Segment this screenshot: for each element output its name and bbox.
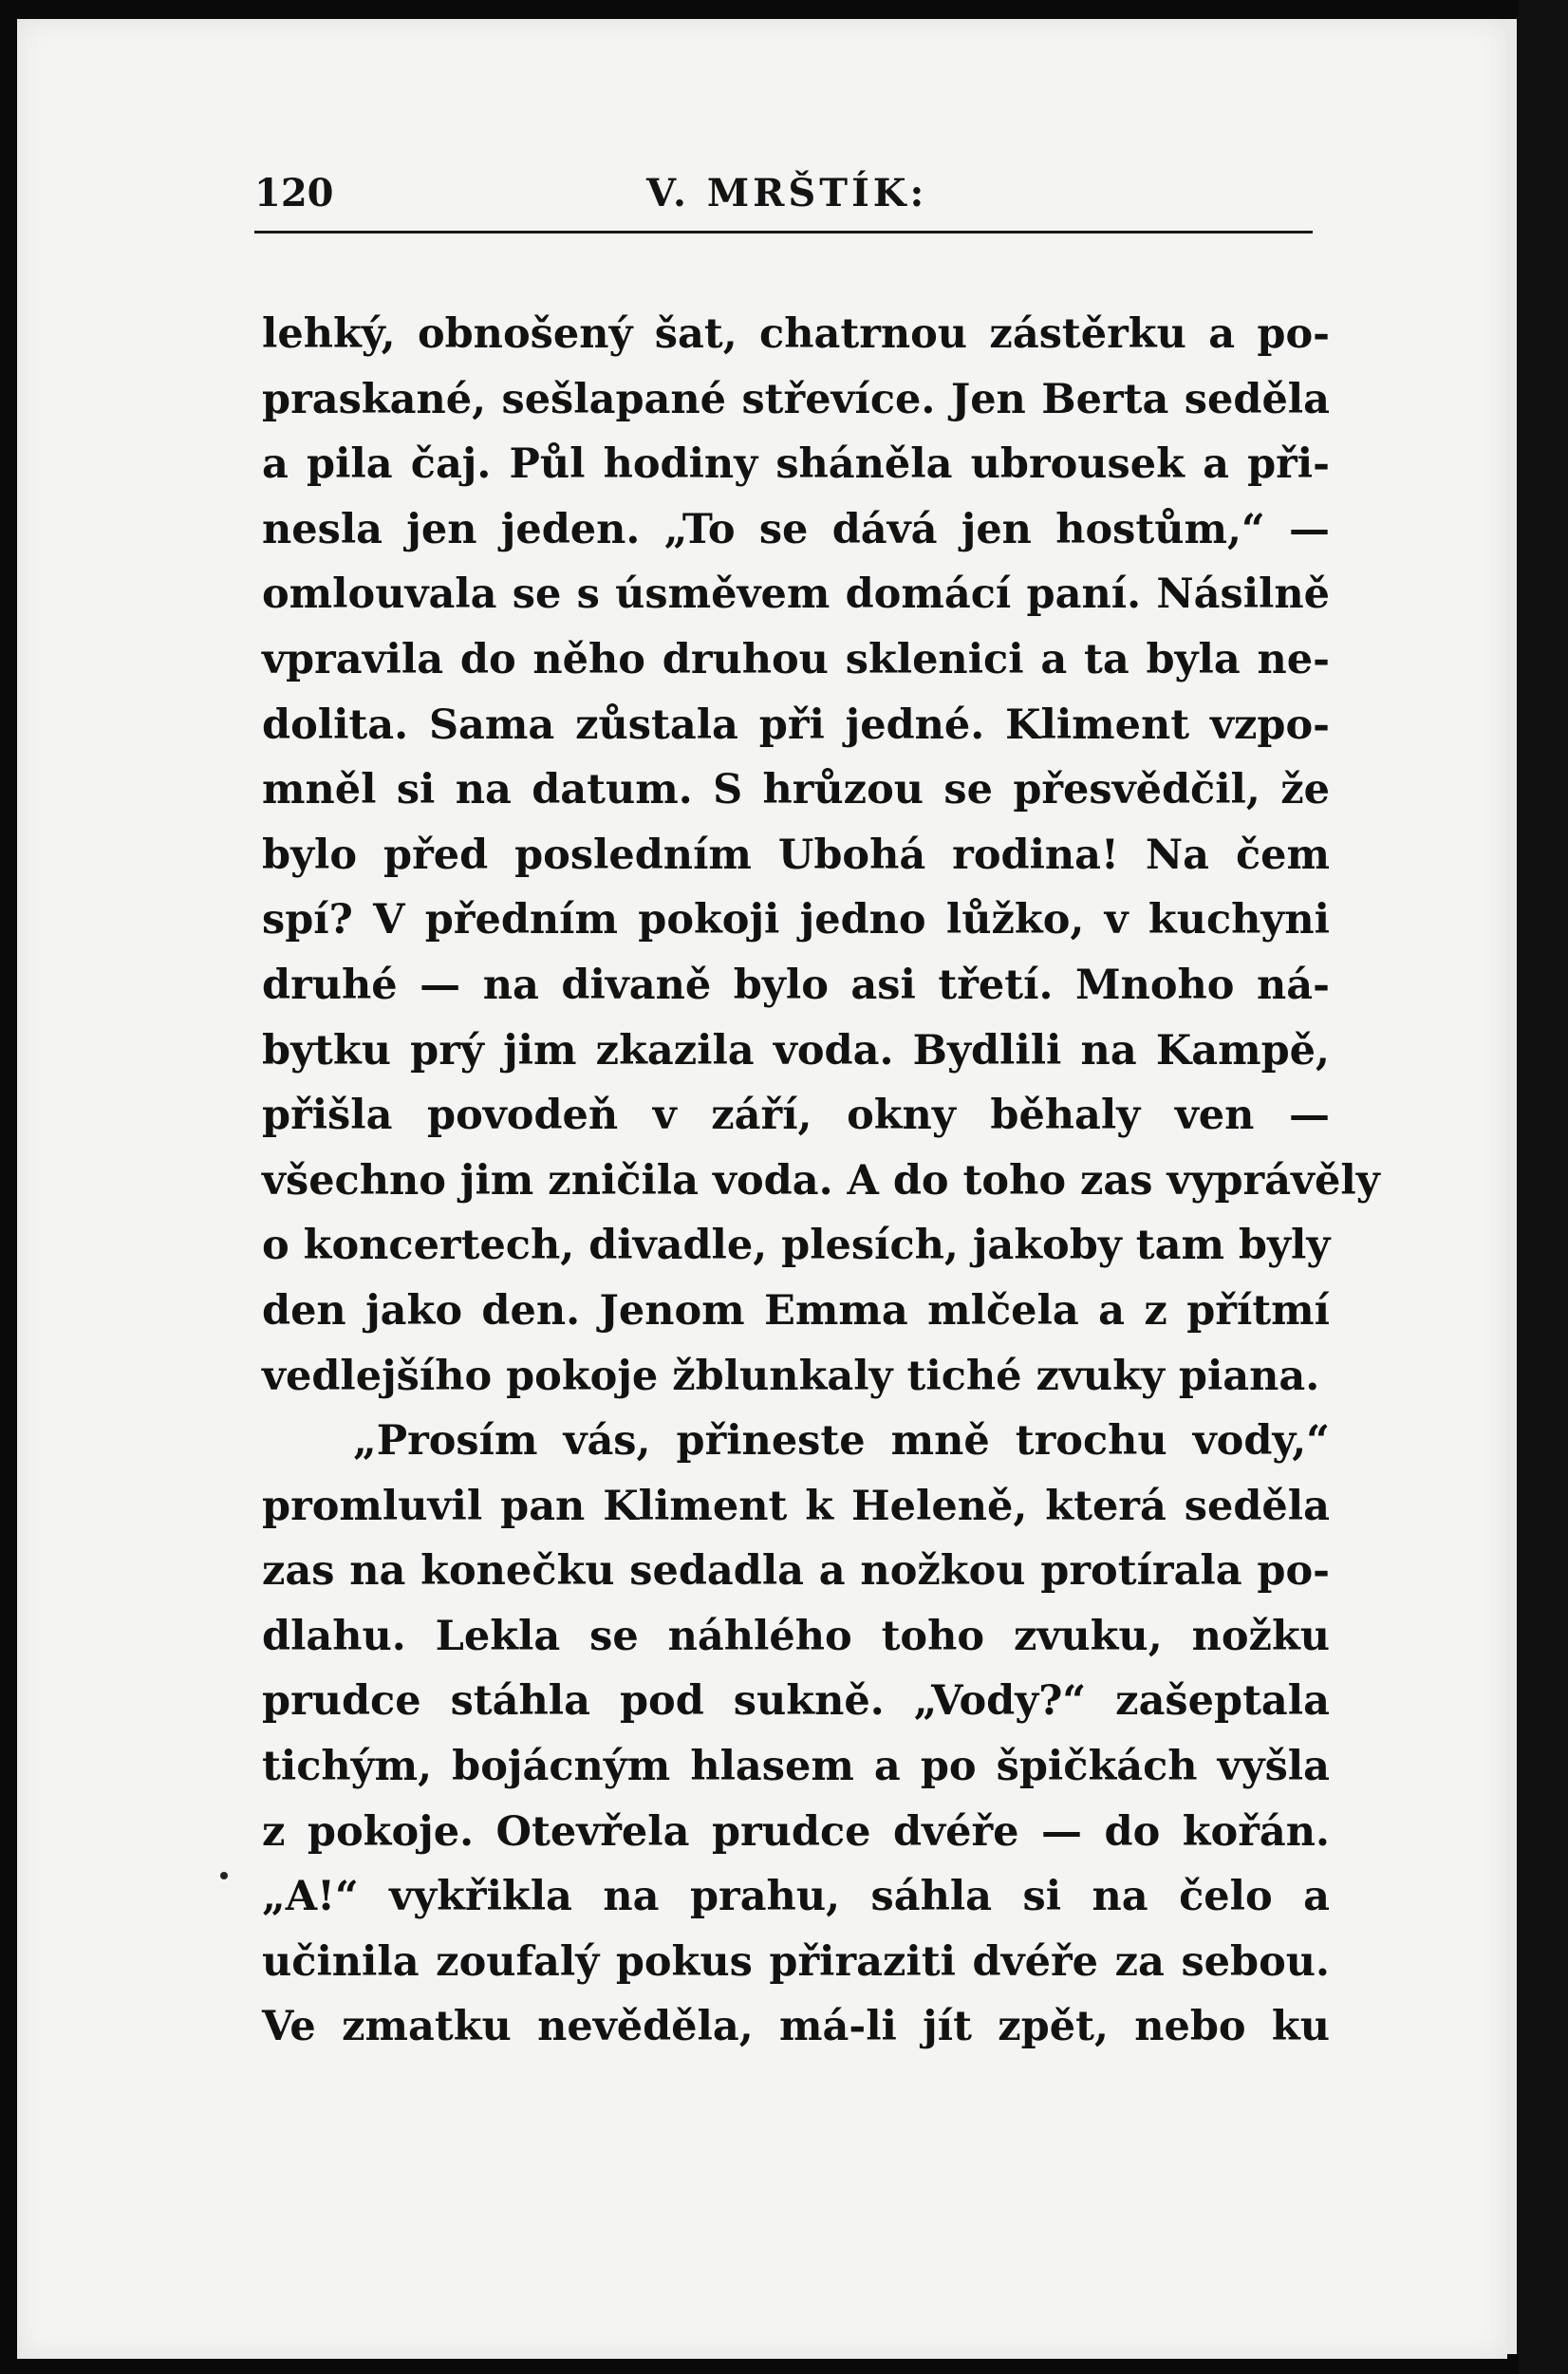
text-line: bylo před posledním Ubohá rodina! Na čem (262, 831, 1330, 879)
page-number: 120 (254, 171, 334, 215)
text-line: promluvil pan Kliment k Heleně, která seděla (262, 1482, 1330, 1530)
body-text (262, 302, 1380, 2060)
page-header (254, 161, 1313, 228)
text-line: vpravila do něho druhou sklenici a ta byla ne- (262, 635, 1330, 683)
text-line: druhé — na divaně bylo asi třetí. Mnoho ná- (262, 961, 1330, 1009)
text-line: tichým, bojácným hlasem a po špičkách vyšla (262, 1743, 1330, 1791)
text-line: z pokoje. Otevřela prudce dvéře — do kořán. (262, 1807, 1330, 1856)
text-line: lehký, obnošený šat, chatrnou zástěrku a po- (262, 310, 1330, 358)
print-speck (220, 1872, 228, 1879)
text-line: prudce stáhla pod sukně. „Vody?“ zašeptala (262, 1677, 1330, 1726)
text-line: spí? V předním pokoji jedno lůžko, v kuchyni (262, 896, 1330, 944)
page-edge (1507, 19, 1517, 2354)
text-line: bytku prý jim zkazila voda. Bydlili na Kampě, (262, 1026, 1330, 1075)
text-line: přišla povodeň v září, okny běhaly ven — (262, 1092, 1330, 1140)
text-line: o koncertech, divadle, plesích, jakoby tam byly (262, 1222, 1331, 1270)
text-line: dlahu. Lekla se náhlého toho zvuku, nožku (262, 1612, 1330, 1660)
text-line: omlouvala se s úsměvem domácí paní. Násilně (262, 570, 1330, 619)
text-line: praskané, sešlapané střevíce. Jen Berta seděla (262, 375, 1330, 423)
text-line: vedlejšího pokoje žblunkaly tiché zvuky piana. (262, 1352, 1320, 1400)
text-line: nesla jen jeden. „To se dává jen hostům,“ — (262, 505, 1330, 553)
text-line: zas na konečku sedadla a nožkou protírala po- (262, 1547, 1330, 1596)
text-line: „A!“ vykřikla na prahu, sáhla si na čelo a (262, 1873, 1330, 1921)
text-line: učinila zoufalý pokus přiraziti dvéře za sebou. (262, 1937, 1330, 1986)
text-line: „Prosím vás, přineste mně trochu vody,“ (353, 1417, 1330, 1466)
text-line: dolita. Sama zůstala při jedné. Kliment vzpo- (262, 701, 1330, 749)
text-line: mněl si na datum. S hrůzou se přesvědčil, že (262, 766, 1330, 814)
text-line: den jako den. Jenom Emma mlčela a z přítmí (262, 1286, 1330, 1335)
text-line: všechno jim zničila voda. A do toho zas vyprávěly (262, 1156, 1380, 1205)
text-line: a pila čaj. Půl hodiny sháněla ubrousek a při- (262, 440, 1330, 489)
header-rule (254, 231, 1313, 234)
running-head: V. MRŠTÍK: (646, 171, 928, 215)
scan-border (1519, 0, 1568, 2374)
text-line: Ve zmatku nevěděla, má-li jít zpět, nebo ku (262, 2003, 1330, 2051)
